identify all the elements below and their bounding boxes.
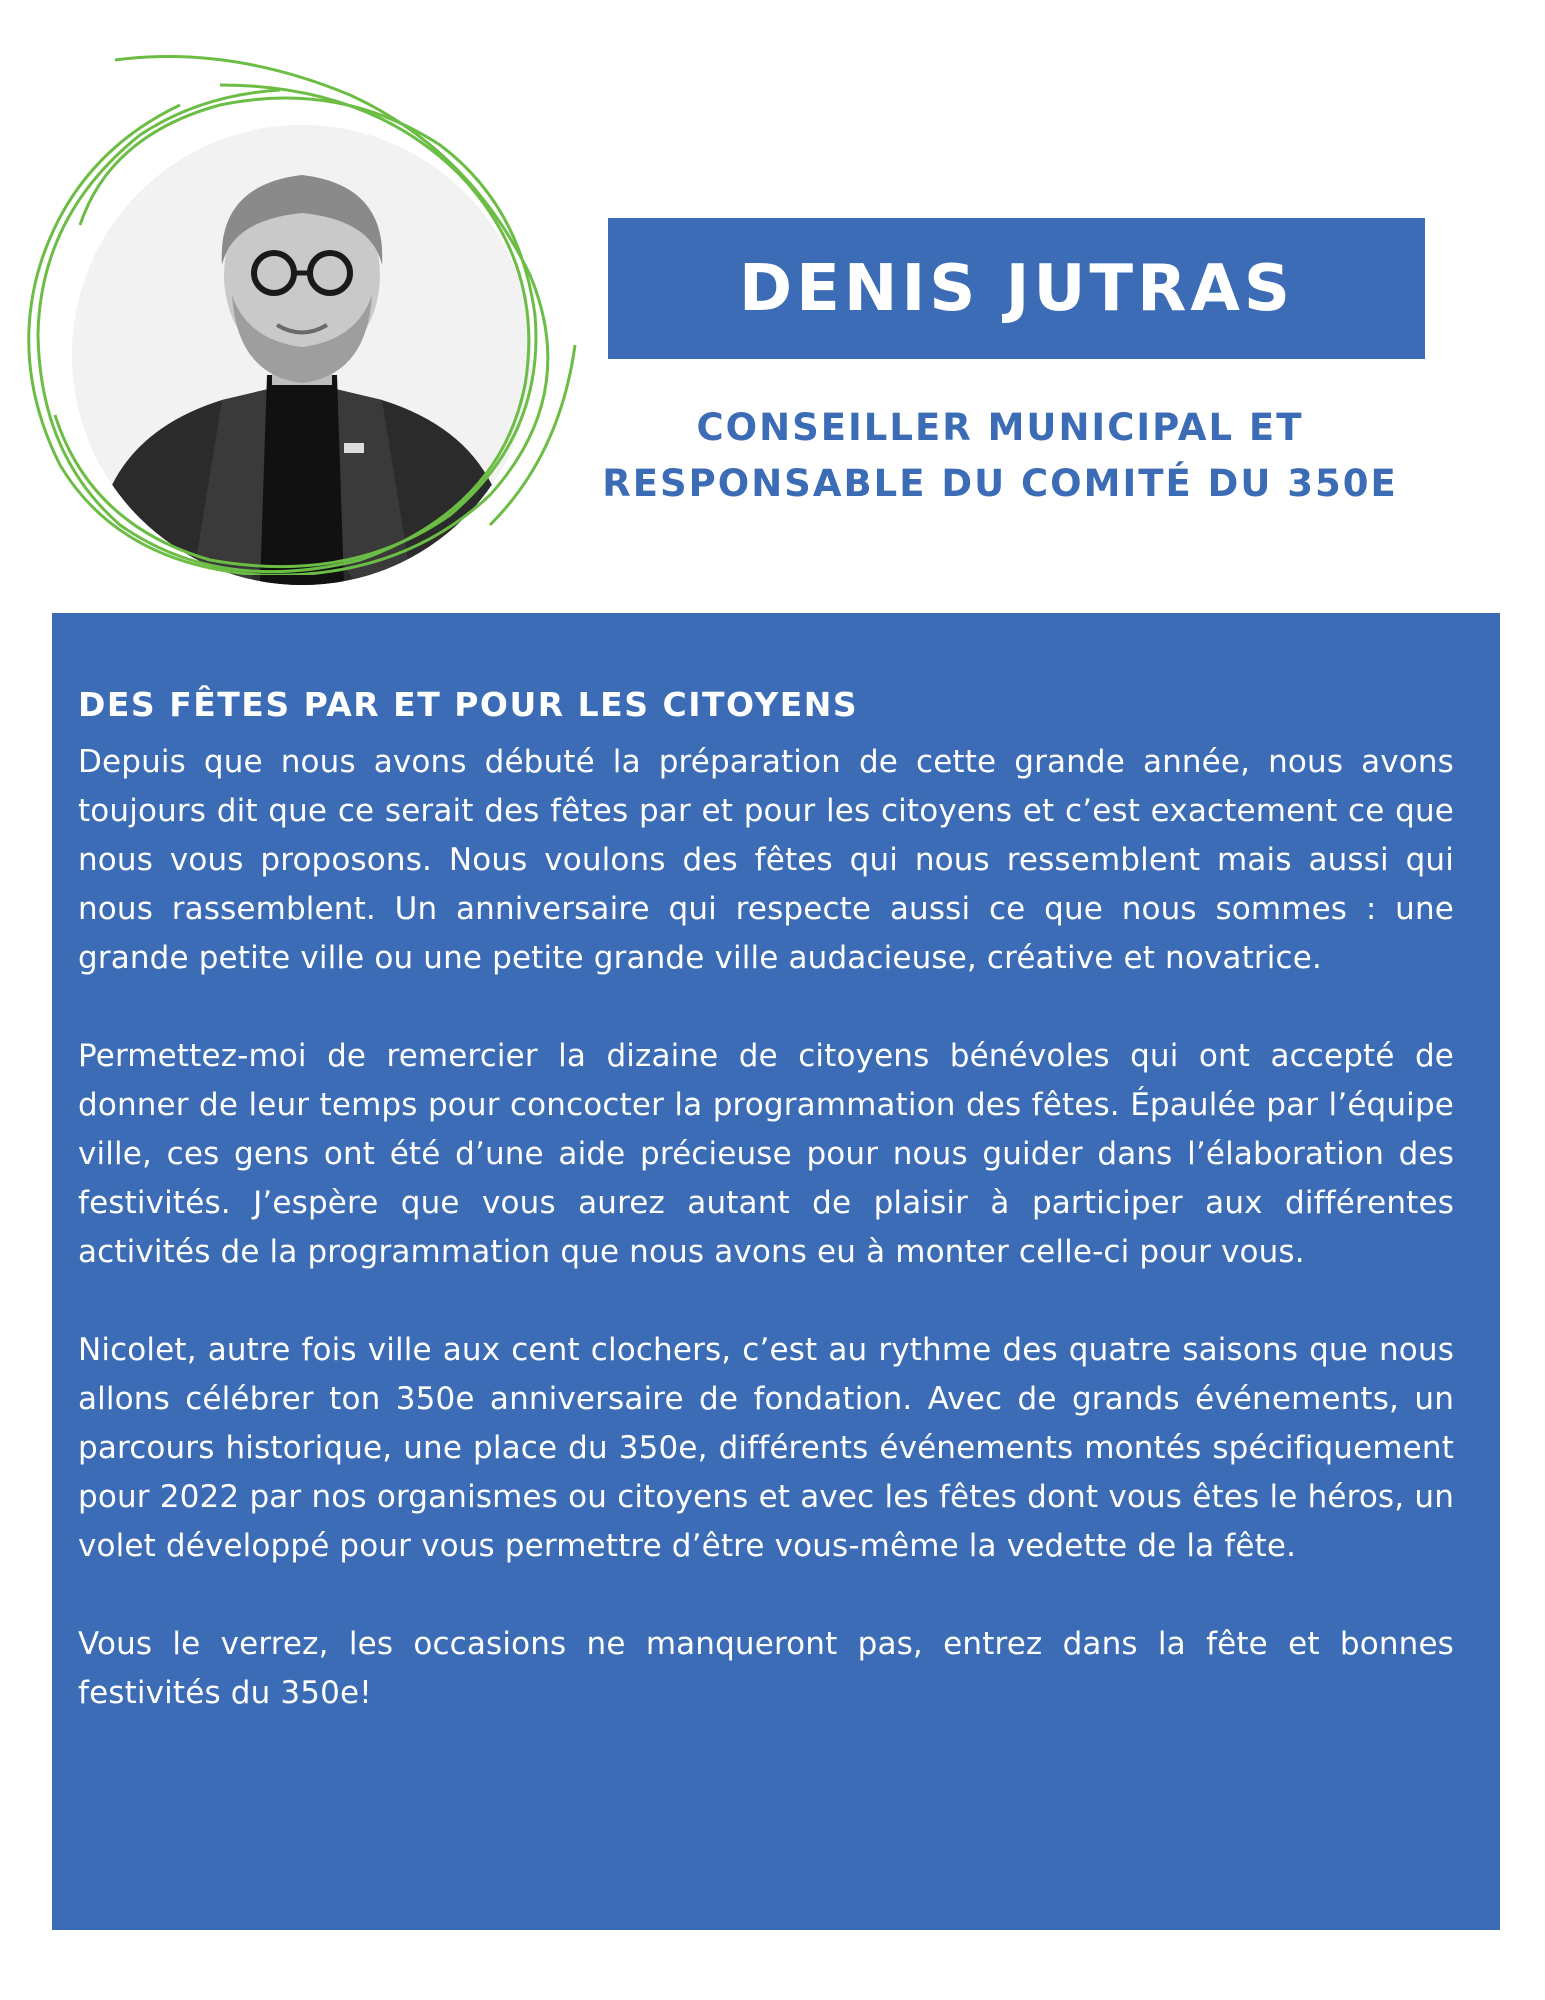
portrait-photo	[72, 125, 532, 585]
role-title	[540, 400, 1460, 511]
article-paragraph-1: Depuis que nous avons débuté la préparation de cette grande année, nous avons toujours dit que ce serait des fêtes par et pour les citoyens et c’est exactement ce que nous vous proposons. Nous voulons des fêtes qui nous ressemblent mais aussi qui nous rassemblent. Un anniversaire qui respecte aussi ce que nous sommes : une grande petite ville ou une petite grande ville audacieuse, créative et novatrice.	[78, 744, 1454, 976]
person-name: DENIS JUTRAS	[739, 251, 1294, 326]
name-banner	[608, 218, 1425, 359]
article-paragraph-3: Nicolet, autre fois ville aux cent clochers, c’est au rythme des quatre saisons que nous allons célébrer ton 350e anniversaire de fondation. Avec de grands événements, un parcours historique, une place du 350e, différents événements montés spécifiquement pour 2022 par nos organismes ou citoyens et avec les fêtes dont vous êtes le héros, un volet développé pour vous permettre d’être vous-même la vedette de la fête.	[78, 1332, 1454, 1564]
article-paragraph-2: Permettez-moi de remercier la dizaine de citoyens bénévoles qui ont accepté de donner de leur temps pour concocter la programmation des fêtes. Épaulée par l’équipe ville, ces gens ont été d’une aide précieuse pour nous guider dans l’élaboration des festivités. J’espère que vous aurez autant de plaisir à participer aux différentes activités de la programmation que nous avons eu à monter celle-ci pour vous.	[78, 1038, 1454, 1270]
portrait-block	[20, 55, 580, 575]
role-line-1: CONSEILLER MUNICIPAL ET	[696, 406, 1304, 449]
role-line-2: RESPONSABLE DU COMITÉ DU 350E	[602, 461, 1398, 505]
article-heading: DES FÊTES PAR ET POUR LES CITOYENS	[78, 685, 859, 724]
person-portrait-illustration	[72, 125, 532, 585]
article-paragraph-4: Vous le verrez, les occasions ne manqueront pas, entrez dans la fête et bonnes festivités du 350e!	[78, 1626, 1454, 1711]
message-panel	[52, 613, 1500, 1930]
